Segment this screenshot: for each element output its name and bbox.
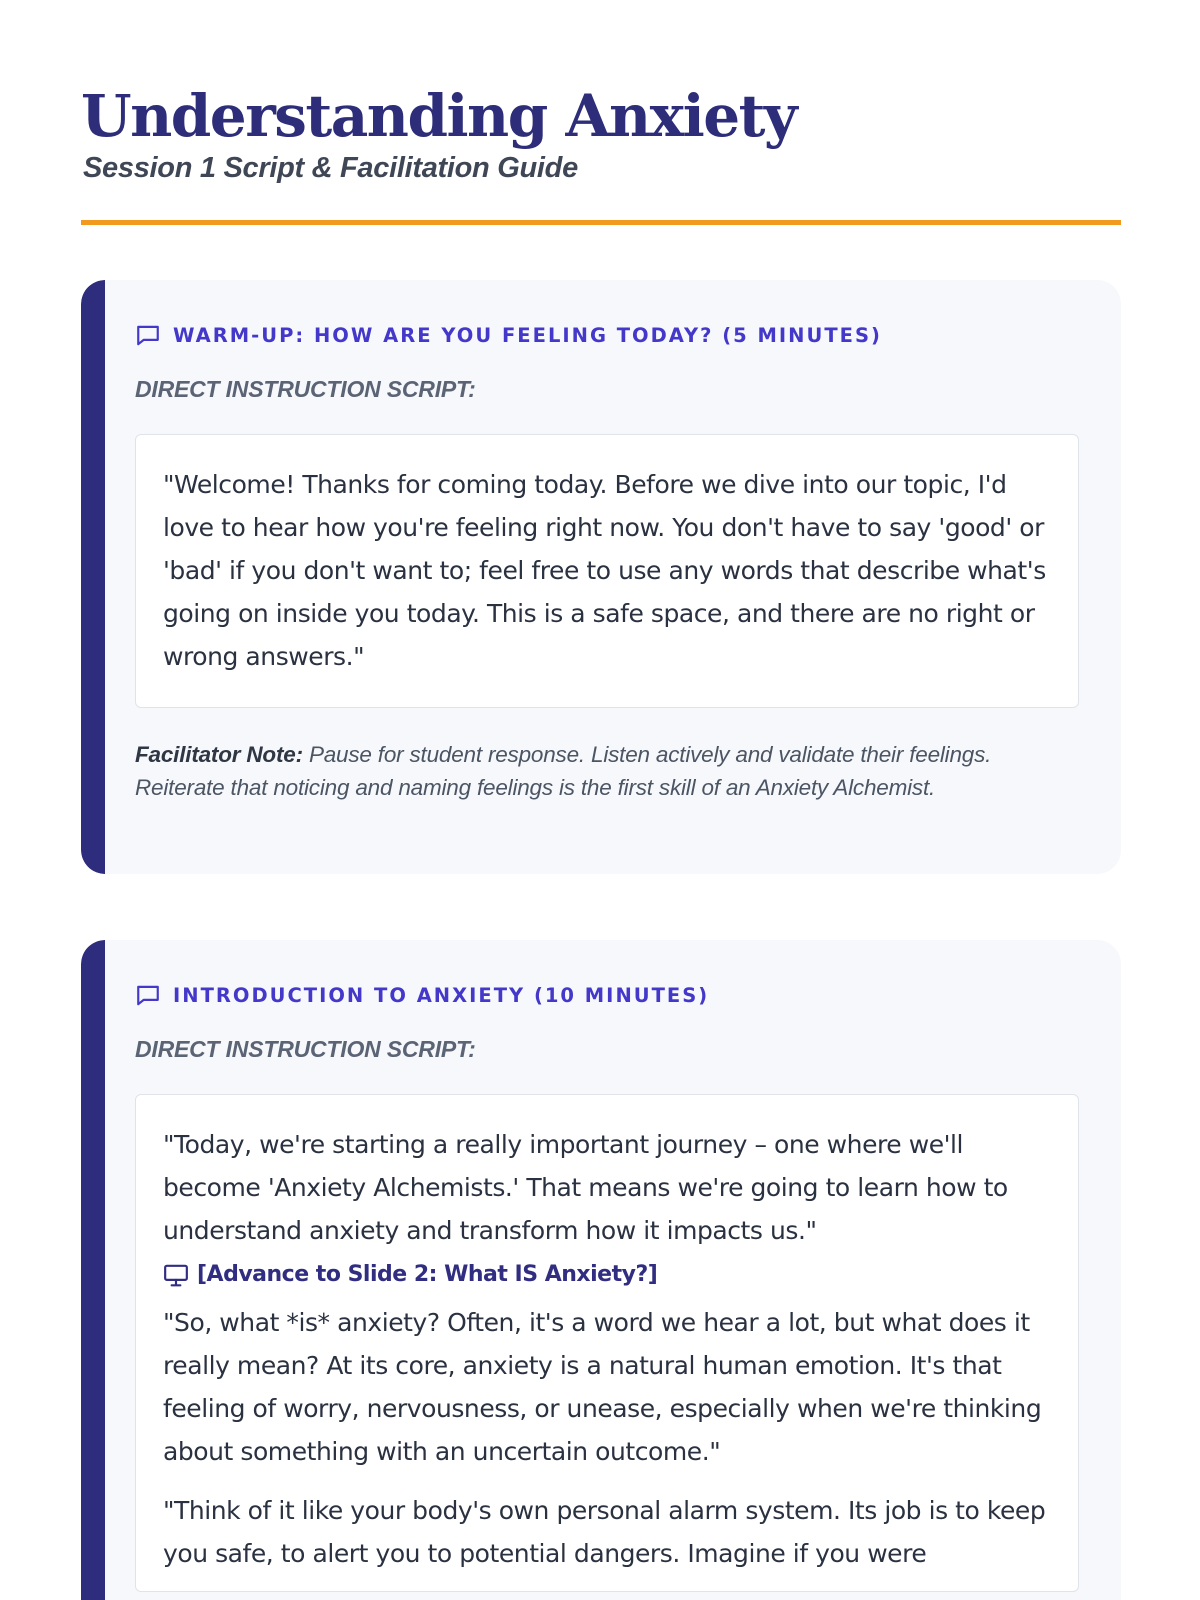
section-title: WARM-UP: HOW ARE YOU FEELING TODAY? (5 MINUTES): [173, 323, 882, 347]
chat-icon: [135, 322, 161, 348]
page-subtitle: Session 1 Script & Facilitation Guide: [83, 152, 578, 184]
section-heading: [135, 322, 882, 348]
script-paragraph: "Welcome! Thanks for coming today. Before we dive into our topic, I'd love to hear how you're feeling right now. You don't have to say 'good' or 'bad' if you don't want to; feel free to use any words that describe what's going on inside you today. This is a safe space, and there are no right or wrong answers.": [163, 470, 1046, 671]
slide-cue: [163, 1262, 1052, 1287]
header-divider: [81, 220, 1121, 225]
page-title: Understanding Anxiety: [81, 82, 797, 150]
script-paragraph: "Think of it like your body's own personal alarm system. Its job is to keep you safe, to alert you to potential dangers. Imagine if you were: [163, 1496, 1046, 1568]
monitor-icon: [163, 1263, 189, 1287]
section-accent-bar: [81, 940, 105, 1600]
section-warm-up: [81, 280, 1121, 874]
section-title: INTRODUCTION TO ANXIETY (10 MINUTES): [173, 983, 710, 1007]
script-label: DIRECT INSTRUCTION SCRIPT:: [135, 376, 476, 402]
script-label: DIRECT INSTRUCTION SCRIPT:: [135, 1036, 476, 1062]
facilitator-note-text: Pause for student response. Listen actively and validate their feelings. Reiterate that noticing and naming feelings is the first skill of an Anxiety Alchemist.: [135, 742, 992, 800]
facilitator-note: [135, 738, 1065, 804]
script-box: [135, 434, 1079, 708]
slide-cue-text: [Advance to Slide 2: What IS Anxiety?]: [197, 1262, 658, 1287]
chat-icon: [135, 982, 161, 1008]
facilitator-note-label: Facilitator Note:: [135, 742, 303, 767]
script-paragraph: "Today, we're starting a really important journey – one where we'll become 'Anxiety Alchemists.' That means we're going to learn how to understand anxiety and transform how it impacts us.": [163, 1130, 1008, 1245]
script-box: [135, 1094, 1079, 1592]
section-accent-bar: [81, 280, 105, 874]
script-paragraph: "So, what *is* anxiety? Often, it's a word we hear a lot, but what does it really mean? At its core, anxiety is a natural human emotion. It's that feeling of worry, nervousness, or unease, especially when we're thinking about something with an uncertain outcome.": [163, 1308, 1042, 1466]
section-introduction: [81, 940, 1121, 1600]
section-heading: [135, 982, 709, 1008]
